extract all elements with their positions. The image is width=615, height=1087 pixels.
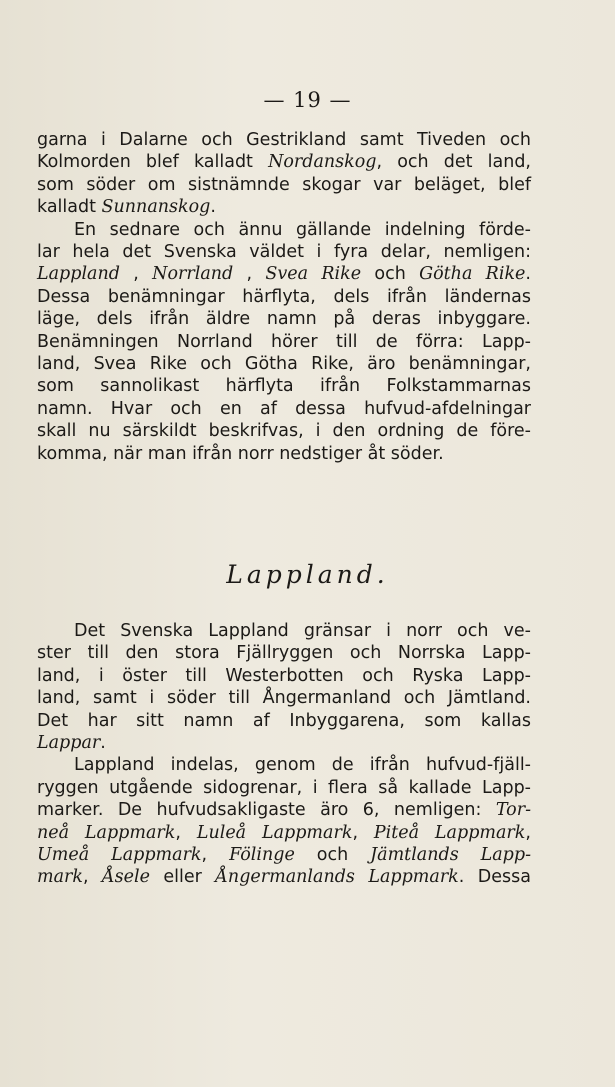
text-line: kalladt Sunnanskog. (37, 197, 216, 218)
text-line: neå Lappmark, Luleå Lappmark, Piteå Lappmark, (37, 822, 531, 843)
text-line: Kolmorden blef kalladt Nordanskog, och det land, (37, 152, 531, 173)
text-line: mark, Åsele eller Ångermanlands Lappmark. Dessa (37, 867, 531, 888)
text-line: lar hela det Svenska väldet i fyra delar, nemligen: (37, 242, 531, 263)
text-line: garna i Dalarne och Gestrikland samt Tiveden och (37, 130, 531, 150)
text-line: En sednare och ännu gällande indelning förde- (74, 219, 531, 240)
text-line: namn. Hvar och en af dessa hufvud-afdelningar (37, 398, 531, 419)
text-line: Det har sitt namn af Inbyggarena, som kallas (37, 710, 531, 731)
text-line: som sannolikast härflyta ifrån Folkstammarnas (37, 376, 531, 397)
text-line: Benämningen Norrland hörer till de förra: Lapp- (37, 331, 531, 352)
text-line: Umeå Lappmark, Fölinge och Jämtlands Lapp- (37, 845, 532, 866)
text-line: Lappar. (37, 733, 106, 754)
text-line: land, i öster till Westerbotten och Ryska Lapp- (37, 665, 531, 686)
text-line: Dessa benämningar härflyta, dels ifrån ländernas (37, 286, 531, 307)
text-line: marker. De hufvudsakligaste äro 6, nemligen: Tor- (37, 800, 531, 821)
text-line: läge, dels ifrån äldre namn på deras inbyggare. (37, 309, 531, 330)
text-line: ster till den stora Fjällryggen och Norrska Lapp- (37, 643, 531, 664)
text-line: Lappland indelas, genom de ifrån hufvud-fjäll- (74, 755, 531, 776)
text-line: komma, när man ifrån norr nedstiger åt söder. (37, 443, 444, 464)
section-heading: Lappland. (226, 560, 389, 589)
paragraph-section-intro (37, 129, 531, 465)
text-line: som söder om sistnämnde skogar var beläget, blef (37, 174, 531, 195)
page-number: — 19 — (263, 88, 352, 112)
paragraph-section-lappland (37, 620, 531, 889)
text-line: ryggen utgående sidogrenar, i flera så kallade Lapp- (37, 777, 531, 798)
text-line: skall nu särskildt beskrifvas, i den ordning de före- (37, 421, 531, 442)
text-line: land, Svea Rike och Götha Rike, äro benämningar, (37, 354, 531, 375)
text-line: Det Svenska Lappland gränsar i norr och ve- (74, 621, 531, 641)
text-line: Lappland , Norrland , Svea Rike och Götha Rike. (37, 264, 531, 285)
text-line: land, samt i söder till Ångermanland och Jämtland. (37, 688, 531, 709)
